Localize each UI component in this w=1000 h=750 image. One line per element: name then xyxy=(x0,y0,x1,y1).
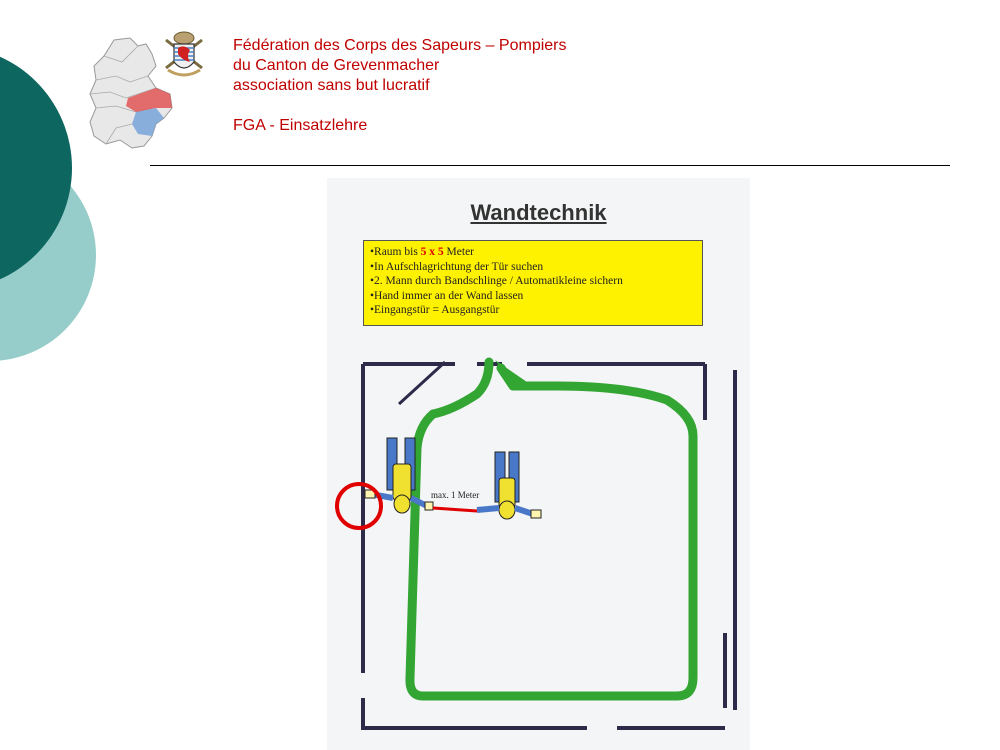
note-item-search-direction: •In Aufschlagrichtung der Tür suchen xyxy=(370,260,544,273)
note-item-room-size: •Raum bis 5 x 5 Meter xyxy=(370,246,475,258)
note-item-hand-on-wall: •Hand immer an der Wand lassen xyxy=(370,289,524,302)
door-leaf xyxy=(399,362,445,404)
header-course-title: FGA - Einsatzlehre xyxy=(233,117,368,134)
scanned-slide xyxy=(327,178,750,750)
firefighter-second xyxy=(477,452,541,519)
header-divider xyxy=(150,165,950,166)
hand-on-wall-marker xyxy=(337,484,381,528)
header-canton: du Canton de Grevenmacher xyxy=(233,57,440,74)
slide-title: Wandtechnik xyxy=(470,200,607,225)
search-path-line xyxy=(410,362,693,696)
header-block xyxy=(233,36,567,136)
note-item-secure-second-man: •2. Mann durch Bandschlinge / Automatikleine sichern xyxy=(370,275,623,287)
safety-line xyxy=(433,508,477,511)
header-federation-name: Fédération des Corps des Sapeurs – Pompiers xyxy=(233,37,567,54)
federation-crest-icon xyxy=(160,30,208,80)
firefighter-at-wall xyxy=(365,438,433,513)
note-item-entry-exit-door: •Eingangstür = Ausgangstür xyxy=(370,304,500,316)
distance-label: max. 1 Meter xyxy=(431,490,480,500)
header-association-type: association sans but lucratif xyxy=(233,77,430,94)
room-search-diagram xyxy=(327,178,750,750)
